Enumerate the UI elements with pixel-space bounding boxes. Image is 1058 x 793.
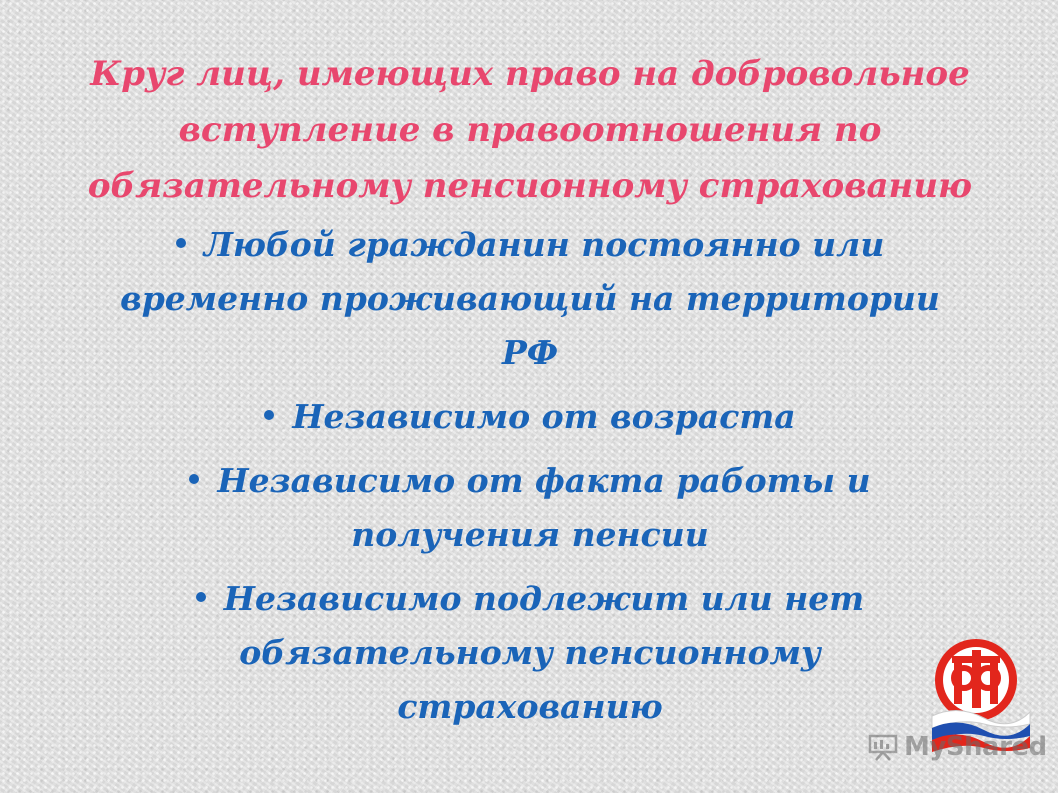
bullet-text: Любой гражданин постоянно или временно проживающий на территории РФ	[120, 225, 940, 372]
watermark	[868, 730, 1047, 764]
bullet-list	[110, 218, 950, 744]
bullet-text: Независимо подлежит или нет обязательному пенсионному страхованию	[196, 579, 864, 726]
slide-title: Круг лиц, имеющих право на добровольное вступление в правоотношения по обязательному пенсионному страхованию	[87, 54, 973, 206]
bullet-text: Независимо от факта работы и получения пенсии	[189, 461, 870, 554]
bullet-item	[110, 454, 950, 562]
watermark-text: MyShared	[904, 732, 1047, 762]
bullet-text: Независимо от возраста	[264, 397, 795, 436]
bullet-item	[110, 572, 950, 734]
bullet-item	[110, 390, 950, 444]
bullet-item	[110, 218, 950, 380]
presentation-icon	[868, 733, 898, 761]
